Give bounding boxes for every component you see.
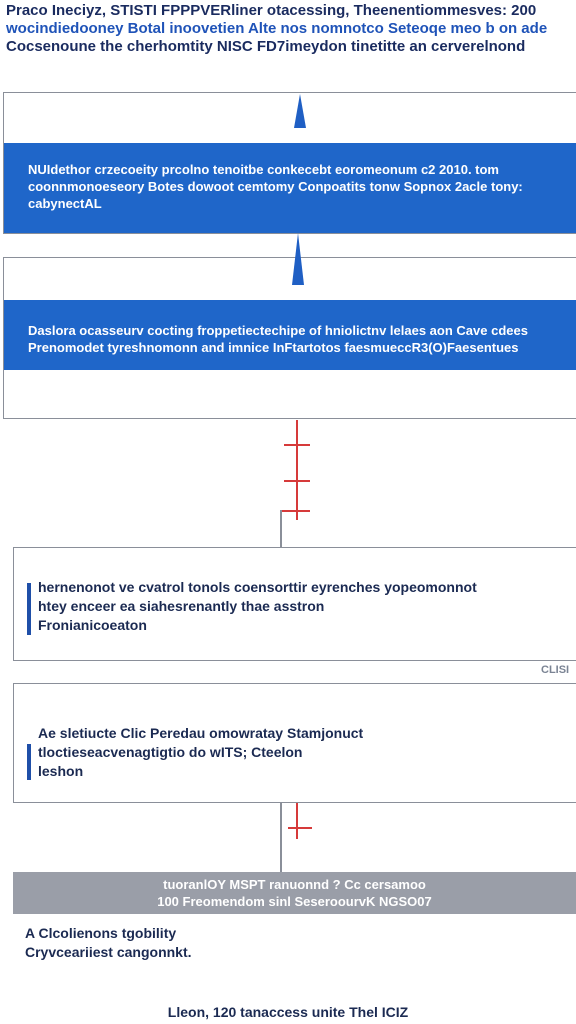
connector-tick-4 <box>288 827 312 829</box>
header-line-3: Cocsenoune the cherhomtity NISC FD7imeydon tinetitte an cerverelnond <box>6 38 526 55</box>
card-1-line-2: htey enceer ea siahesrenantly thae asstron <box>38 598 325 614</box>
card-2-line-2: tloctieseacvenagtigtio do wITS; Cteelon <box>38 744 303 760</box>
card-2-line-3: leshon <box>38 763 84 779</box>
footer-note <box>25 924 192 962</box>
card-1-text <box>38 578 477 635</box>
band-2-line-2: Prenomodet tyreshnomonn and imnice InFtartotos faesmueccR3(O)Faesentues <box>28 340 519 355</box>
card-1-tag: CLISI <box>541 664 570 676</box>
band-2-line-1: Daslora ocasseurv cocting froppetiectechipe of hniolictnv lelaes aon Cave cdees <box>28 323 528 338</box>
summary-band <box>13 872 576 914</box>
card-1-accent-bar <box>27 583 31 635</box>
connector-gray-1 <box>280 510 282 548</box>
summary-line-1: tuoranlOY MSPT ranuonnd ? Cc cersamoo <box>163 877 426 892</box>
connector-red-1 <box>296 420 298 520</box>
footer-line-1: A Clcolienons tgobility <box>25 925 177 941</box>
header-text <box>0 0 576 62</box>
card-1-line-3: Fronianicoeaton <box>38 617 147 633</box>
card-2-accent-bar <box>27 744 31 780</box>
card-2-text <box>38 724 363 781</box>
connector-gray-2 <box>280 803 282 873</box>
connector-tick-2 <box>284 480 310 482</box>
band-1-line-3: cabynectAL <box>28 196 102 211</box>
band-1-line-1: NUIdethor crzecoeity prcolno tenoitbe conkecebt eoromeonum c2 2010. tom <box>28 162 499 177</box>
connector-tick-3 <box>280 510 310 512</box>
process-band-1 <box>4 143 576 233</box>
connector-red-2 <box>296 803 298 839</box>
header-line-1: Praco Ineciyz, STISTI FPPPVERliner otacessing, Theenentiommesves: 200 <box>6 2 537 19</box>
footer-line-2: Cryvceariiest cangonnkt. <box>25 944 192 960</box>
header-line-2: wocindiedooney Botal inoovetien Alte nos nomnotco Seteoqe meo b on ade <box>6 20 548 37</box>
up-arrow-1 <box>294 94 306 128</box>
summary-line-2: 100 Freomendom sinl SeseroourvK NGSO07 <box>157 894 432 909</box>
card-2-line-1: Ae sletiucte Clic Peredau omowratay Stamjonuct <box>38 725 364 741</box>
up-arrow-2 <box>292 233 304 285</box>
connector-tick-1 <box>284 444 310 446</box>
band-1-line-2: coonnmonoeseory Botes dowoot cemtomy Conpoatits tonw Sopnox 2acle tony: <box>28 179 523 194</box>
card-1-line-1: hernenonot ve cvatrol tonols coensorttir eyrenches yopeomonnot <box>38 579 477 595</box>
process-band-2 <box>4 300 576 370</box>
bottom-caption: Lleon, 120 tanaccess unite Thel ICIZ <box>167 1004 409 1020</box>
